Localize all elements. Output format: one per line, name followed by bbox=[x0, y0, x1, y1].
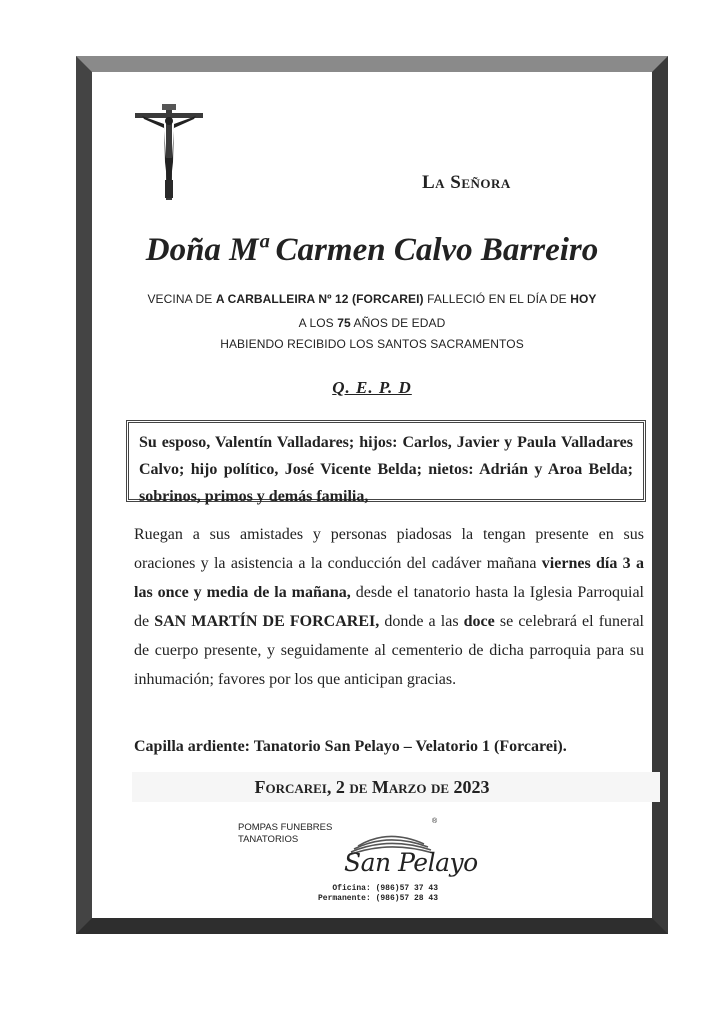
phone-numbers bbox=[288, 884, 438, 904]
residence-line: VECINA DE A CARBALLEIRA Nº 12 (FORCAREI) FALLECIÓ EN EL DÍA DE HOY bbox=[147, 292, 597, 306]
title-la-senora: La Señora bbox=[422, 172, 511, 193]
funeral-home-line1: POMPAS FUNEBRES bbox=[238, 822, 333, 833]
notice-frame bbox=[76, 56, 668, 934]
age-line: A LOS 75 AÑOS DE EDAD bbox=[298, 316, 446, 330]
qepd-label: Q. E. P. D bbox=[332, 378, 412, 397]
family-box: Su esposo, Valentín Valladares; hijos: Carlos, Javier y Paula Valladares Calvo; hijo político, José Vicente Belda; nietos: Adrián y Aroa Belda; sobrinos, primos y demás familia, bbox=[126, 420, 646, 502]
deceased-name: Doña Mª Carmen Calvo Barreiro bbox=[145, 232, 599, 268]
funeral-home-text bbox=[238, 822, 332, 846]
chapel-line: Capilla ardiente: Tanatorio San Pelayo – Velatorio 1 (Forcarei). bbox=[134, 738, 567, 755]
phone-permanente: Permanente: (986)57 28 43 bbox=[317, 894, 438, 903]
funeral-home-line2: TANATORIOS bbox=[238, 834, 299, 845]
date-line: Forcarei, 2 de Marzo de 2023 bbox=[254, 777, 490, 797]
san-pelayo-script: San Pelayo bbox=[344, 848, 478, 877]
funeral-paragraph: Ruegan a sus amistades y personas piadosas la tengan presente en sus oraciones y la asistencia a la conducción del cadáver mañana viernes día 3 a las once y media de la mañana, desde el tanatorio hasta la Iglesia Parroquial de SAN MARTÍN DE FORCAREI, donde a las doce se celebrará el funeral de cuerpo presente, y seguidamente al cementerio de dicha parroquia para su inhumación; favores por los que anticipan gracias. bbox=[134, 526, 645, 688]
phone-oficina: Oficina: (986)57 37 43 bbox=[332, 884, 438, 893]
registered-mark: ® bbox=[432, 818, 438, 825]
crucifix-icon bbox=[134, 102, 204, 202]
sacraments-line: HABIENDO RECIBIDO LOS SANTOS SACRAMENTOS bbox=[220, 337, 524, 351]
